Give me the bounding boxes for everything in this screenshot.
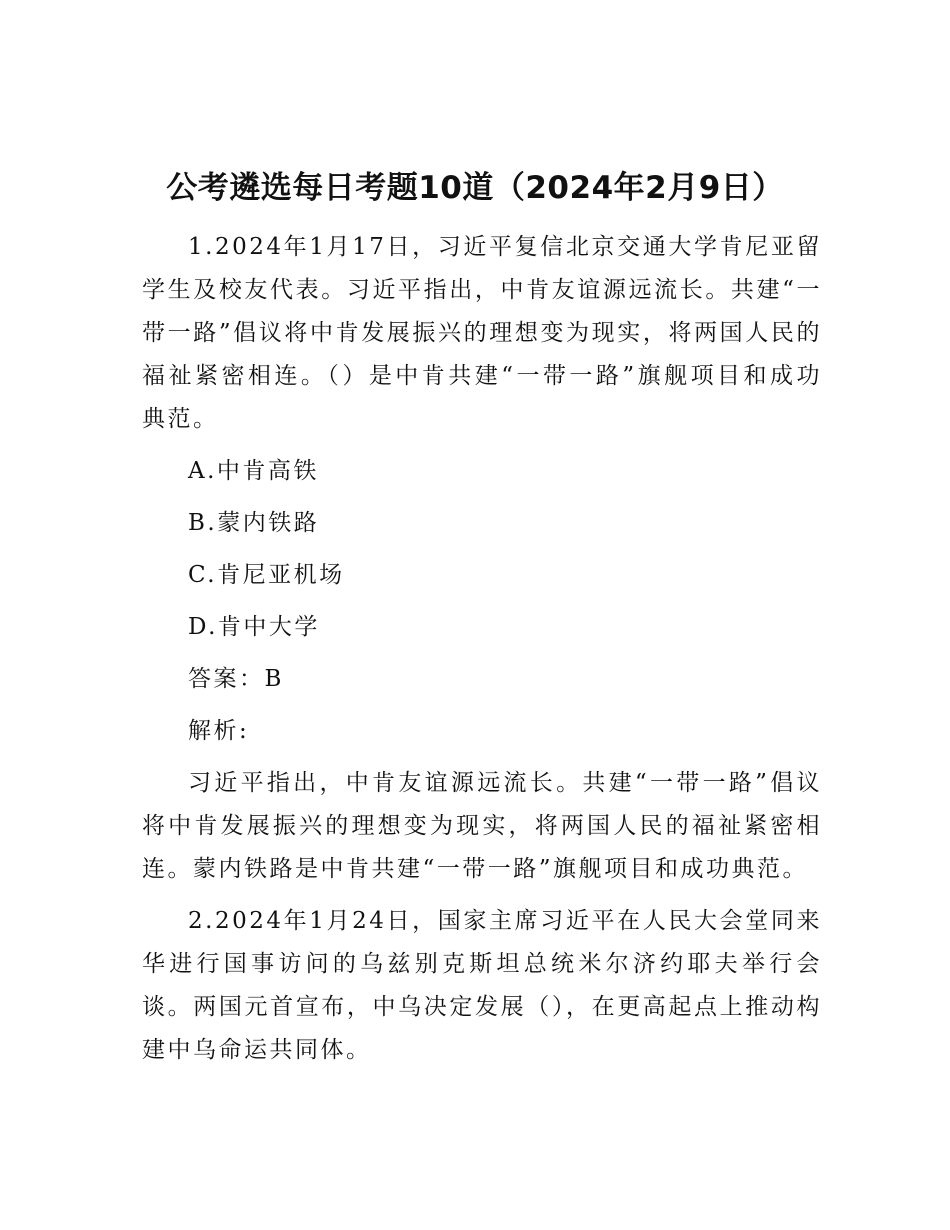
question-1-stem: 1.2024年1月17日，习近平复信北京交通大学肯尼亚留学生及校友代表。习近平指出，中肯友谊源远流长。共建“一带一路”倡议将中肯发展振兴的理想变为现实，将两国人民的福祉紧密相连。（）是中肯共建“一带一路”旗舰项目和成功典范。 <box>142 234 822 432</box>
question-2-stem: 2.2024年1月24日，国家主席习近平在人民大会堂同来华进行国事访问的乌兹别克斯坦总统米尔济约耶夫举行会谈。两国元首宣布，中乌决定发展（），在更高起点上推动构建中乌命运共同体。 <box>142 908 822 1063</box>
question-1-answer: 答案：B <box>188 666 284 692</box>
question-1-option-c: C.肯尼亚机场 <box>188 562 345 588</box>
document-title: 公考遴选每日考题10道（2024年2月9日） <box>166 170 784 206</box>
question-1-option-b: B.蒙内铁路 <box>188 510 320 536</box>
question-1-analysis-label: 解析: <box>188 718 250 744</box>
question-1-option-d: D.肯中大学 <box>188 614 320 640</box>
question-1-analysis: 习近平指出，中肯友谊源远流长。共建“一带一路”倡议将中肯发展振兴的理想变为现实，将两国人民的福祉紧密相连。蒙内铁路是中肯共建“一带一路”旗舰项目和成功典范。 <box>142 770 822 882</box>
question-1-option-a: A.中肯高铁 <box>188 458 319 484</box>
document-body <box>142 226 822 1081</box>
